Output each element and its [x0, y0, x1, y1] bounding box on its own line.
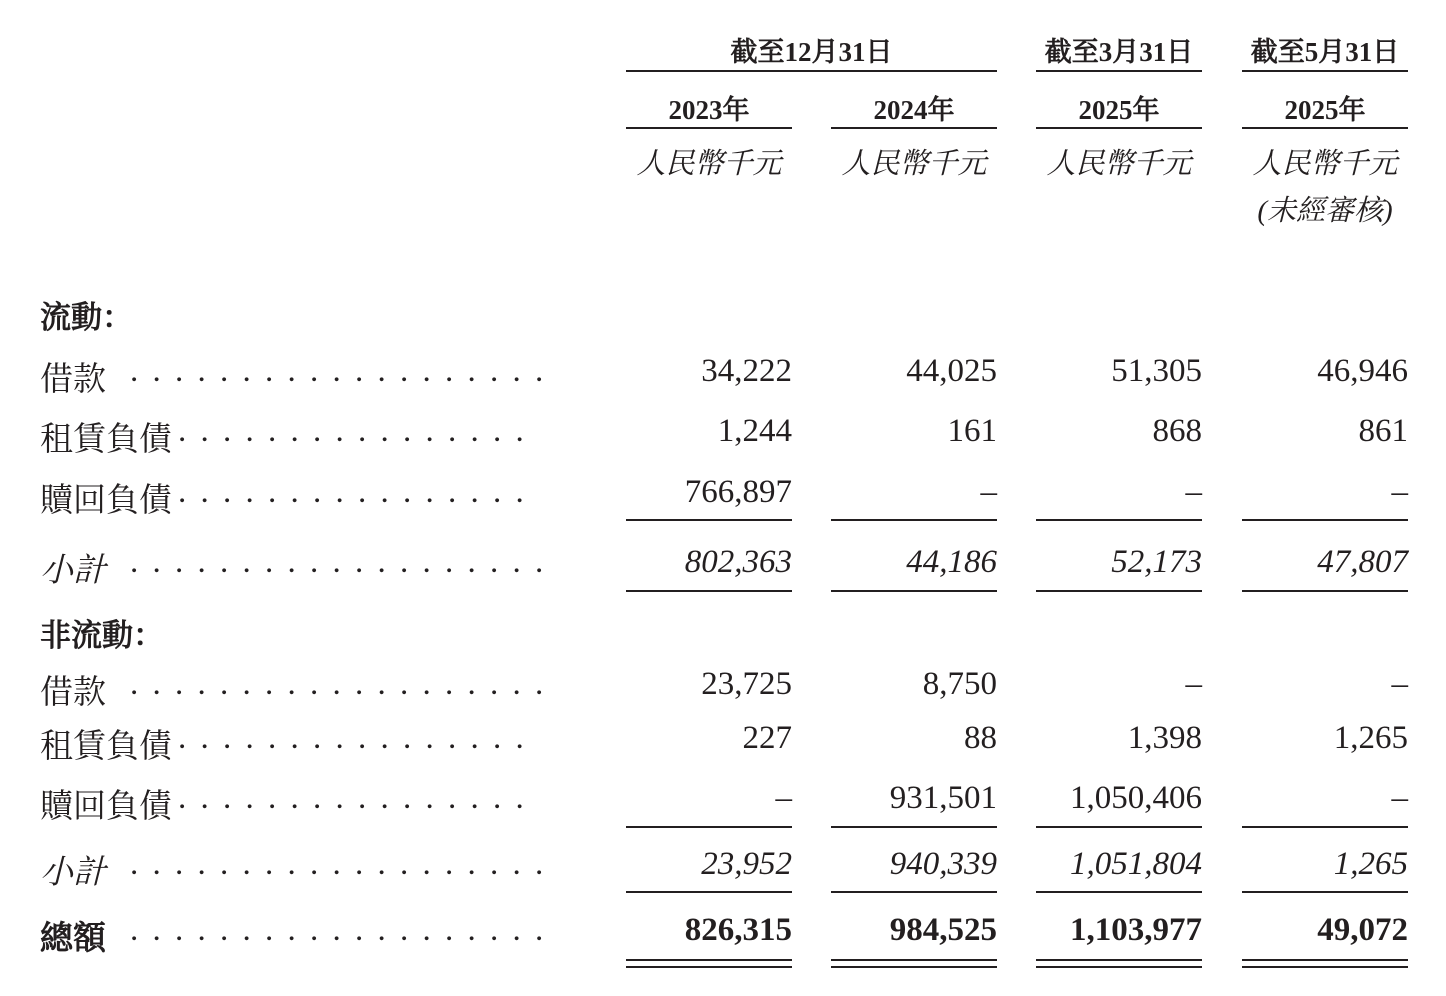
subtotal-value: 1,265: [1333, 846, 1408, 882]
cell-value: 44,025: [906, 353, 997, 389]
total-double-rule: [626, 966, 792, 968]
cell-value: 1,244: [717, 413, 792, 449]
section-noncurrent-heading: 非流動：: [40, 618, 164, 653]
cell-value: –: [1391, 666, 1408, 702]
row-label: 贖回負債: [40, 789, 172, 825]
total-double-rule: [831, 966, 997, 968]
header-rule-may: [1242, 70, 1408, 72]
subtotal-label: 小計: [40, 855, 106, 891]
total-label: 總額: [40, 921, 106, 957]
row-leader-dots: . . . . . . . . . . . . . . . . . . .: [130, 666, 547, 702]
total-value: 826,315: [684, 912, 792, 948]
cell-value: 88: [964, 720, 997, 756]
subtotal-rule: [1036, 826, 1202, 828]
subtotal-bottom-rule: [831, 891, 997, 893]
header-group-dec: 截至12月31日: [730, 37, 893, 67]
header-year-2025-may: 2025年: [1284, 95, 1366, 125]
total-value: 984,525: [889, 912, 997, 948]
subtotal-bottom-rule: [831, 590, 997, 592]
total-double-rule: [1242, 959, 1408, 961]
row-leader-dots: . . . . . . . . . . . . . . . .: [178, 780, 527, 816]
total-double-rule: [1242, 966, 1408, 968]
total-double-rule: [626, 959, 792, 961]
subtotal-bottom-rule: [626, 891, 792, 893]
header-rule-mar: [1036, 70, 1202, 72]
header-unit-2: 人民幣千元: [841, 148, 987, 180]
subtotal-bottom-rule: [626, 590, 792, 592]
cell-value: 861: [1358, 413, 1408, 449]
row-label: 租賃負債: [40, 422, 172, 458]
subtotal-bottom-rule: [1036, 590, 1202, 592]
cell-value: 227: [742, 720, 792, 756]
total-double-rule: [831, 959, 997, 961]
subtotal-value: 52,173: [1111, 544, 1202, 580]
subtotal-value: 802,363: [684, 544, 792, 580]
cell-value: 1,050,406: [1070, 780, 1202, 816]
year-rule-3: [1036, 127, 1202, 129]
subtotal-label: 小計: [40, 553, 106, 589]
row-label: 借款: [40, 675, 106, 711]
cell-value: 51,305: [1111, 353, 1202, 389]
cell-value: –: [1391, 474, 1408, 510]
subtotal-rule: [831, 826, 997, 828]
subtotal-value: 1,051,804: [1070, 846, 1202, 882]
row-label: 租賃負債: [40, 729, 172, 765]
subtotal-rule: [831, 519, 997, 521]
section-current-heading: 流動：: [40, 300, 133, 335]
row-label: 贖回負債: [40, 483, 172, 519]
subtotal-value: 940,339: [889, 846, 997, 882]
cell-value: 8,750: [922, 666, 997, 702]
total-value: 49,072: [1317, 912, 1408, 948]
subtotal-bottom-rule: [1242, 590, 1408, 592]
header-unit-3: 人民幣千元: [1046, 148, 1192, 180]
year-rule-1: [626, 127, 792, 129]
cell-value: 1,398: [1127, 720, 1202, 756]
cell-value: –: [1185, 666, 1202, 702]
header-unit-1: 人民幣千元: [636, 148, 782, 180]
header-rule-dec: [626, 70, 997, 72]
row-leader-dots: . . . . . . . . . . . . . . . . . . .: [130, 912, 547, 948]
subtotal-value: 47,807: [1317, 544, 1408, 580]
cell-value: –: [775, 780, 792, 816]
row-leader-dots: . . . . . . . . . . . . . . . . . . .: [130, 846, 547, 882]
cell-value: 46,946: [1317, 353, 1408, 389]
header-unaudited: (未經審核): [1257, 195, 1393, 227]
row-leader-dots: . . . . . . . . . . . . . . . . . . .: [130, 353, 547, 389]
cell-value: 1,265: [1333, 720, 1408, 756]
cell-value: 868: [1152, 413, 1202, 449]
total-value: 1,103,977: [1070, 912, 1202, 948]
cell-value: 161: [947, 413, 997, 449]
subtotal-value: 44,186: [906, 544, 997, 580]
subtotal-rule: [1242, 519, 1408, 521]
year-rule-4: [1242, 127, 1408, 129]
header-unit-4: 人民幣千元: [1252, 148, 1398, 180]
header-group-may: 截至5月31日: [1250, 37, 1400, 67]
cell-value: –: [980, 474, 997, 510]
subtotal-bottom-rule: [1242, 891, 1408, 893]
cell-value: 766,897: [684, 474, 792, 510]
row-leader-dots: . . . . . . . . . . . . . . . .: [178, 413, 527, 449]
cell-value: 931,501: [889, 780, 997, 816]
total-double-rule: [1036, 966, 1202, 968]
row-leader-dots: . . . . . . . . . . . . . . . . . . .: [130, 544, 547, 580]
row-leader-dots: . . . . . . . . . . . . . . . .: [178, 720, 527, 756]
cell-value: 34,222: [701, 353, 792, 389]
year-rule-2: [831, 127, 997, 129]
subtotal-rule: [1036, 519, 1202, 521]
header-year-2023: 2023年: [668, 95, 750, 125]
row-leader-dots: . . . . . . . . . . . . . . . .: [178, 474, 527, 510]
subtotal-rule: [1242, 826, 1408, 828]
cell-value: –: [1185, 474, 1202, 510]
header-year-2025-mar: 2025年: [1078, 95, 1160, 125]
subtotal-rule: [626, 826, 792, 828]
header-group-mar: 截至3月31日: [1044, 37, 1194, 67]
cell-value: 23,725: [701, 666, 792, 702]
subtotal-value: 23,952: [701, 846, 792, 882]
total-double-rule: [1036, 959, 1202, 961]
subtotal-bottom-rule: [1036, 891, 1202, 893]
header-year-2024: 2024年: [873, 95, 955, 125]
subtotal-rule: [626, 519, 792, 521]
row-label: 借款: [40, 362, 106, 398]
cell-value: –: [1391, 780, 1408, 816]
